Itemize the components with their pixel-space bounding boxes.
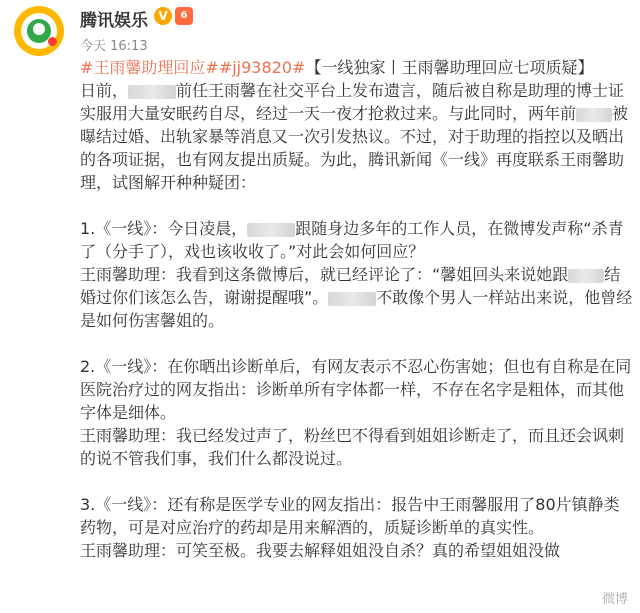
blurred-name [568,269,604,283]
intro-paragraph: 日前， 前任王雨馨在社交平台上发布遗言，随后被自称是助理的博士证实服用大量安眠药自尽，经过一天一夜才抢救过来。与此同时，两年前 被曝结过婚、出轨家暴等消息又一次引发热议。不过，对于助理的指控以及晒出的各项证据，也有网友提出质疑。为此，腾讯新闻《一线》再度联系王雨馨助理，试图解开种种疑团： [80,81,629,192]
hashtag-link[interactable]: #jj93820# [218,58,306,77]
author-avatar[interactable] [14,6,64,56]
question-2: 2.《一线》：在你晒出诊断单后，有网友表示不忍心伤害她；但也有自称是在同医院治疗过的网友指出：诊断单所有字体都一样，不存在名字是粗体，而其他字体是细体。 [80,357,632,422]
blurred-name [247,223,295,237]
author-name[interactable]: 腾讯娱乐 [80,11,148,31]
hashtag-link[interactable]: #王雨馨助理回应# [80,58,219,77]
blurred-name [128,85,176,99]
post-timestamp[interactable]: 今天 16:13 [80,39,148,54]
logo-dot-icon [48,37,57,46]
answer-2: 王雨馨助理：我已经发过声了，粉丝巴不得看到姐姐诊断走了，而且还会讽刺的说不管我们事，我们什么都没说过。 [80,426,625,468]
blurred-name [576,108,612,122]
post-title-line [80,56,635,79]
post-title: 【一线独家丨王雨馨助理回应七项质疑】 [305,58,594,77]
watermark: 微博 [600,588,630,607]
level-badge-icon: 6 [175,7,193,25]
question-1: 1.《一线》：今日凌晨， 跟随身边多年的工作人员，在微博发声称“杀青了（分手了），戏也该收收了。”对此会如何回应？ [80,219,624,261]
question-3: 3.《一线》：还有称是医学专业的网友指出：报告中王雨馨服用了80片镇静类药物，可是对应治疗的药却是用来解酒的，质疑诊断单的真实性。 [80,495,620,537]
post-body [80,56,635,562]
post-header [0,0,640,60]
blurred-name [328,292,376,306]
answer-3: 王雨馨助理：可笑至极。我要去解释姐姐没自杀？真的希望姐姐没做 [80,541,561,560]
answer-1: 王雨馨助理：我看到这条微博后，就已经评论了：“馨姐回头来说她跟 结婚过你们该怎么告，谢谢提醒哦”。 不敢像个男人一样站出来说，他曾经是如何伤害馨姐的。 [80,265,633,330]
verified-icon: V [154,7,172,25]
